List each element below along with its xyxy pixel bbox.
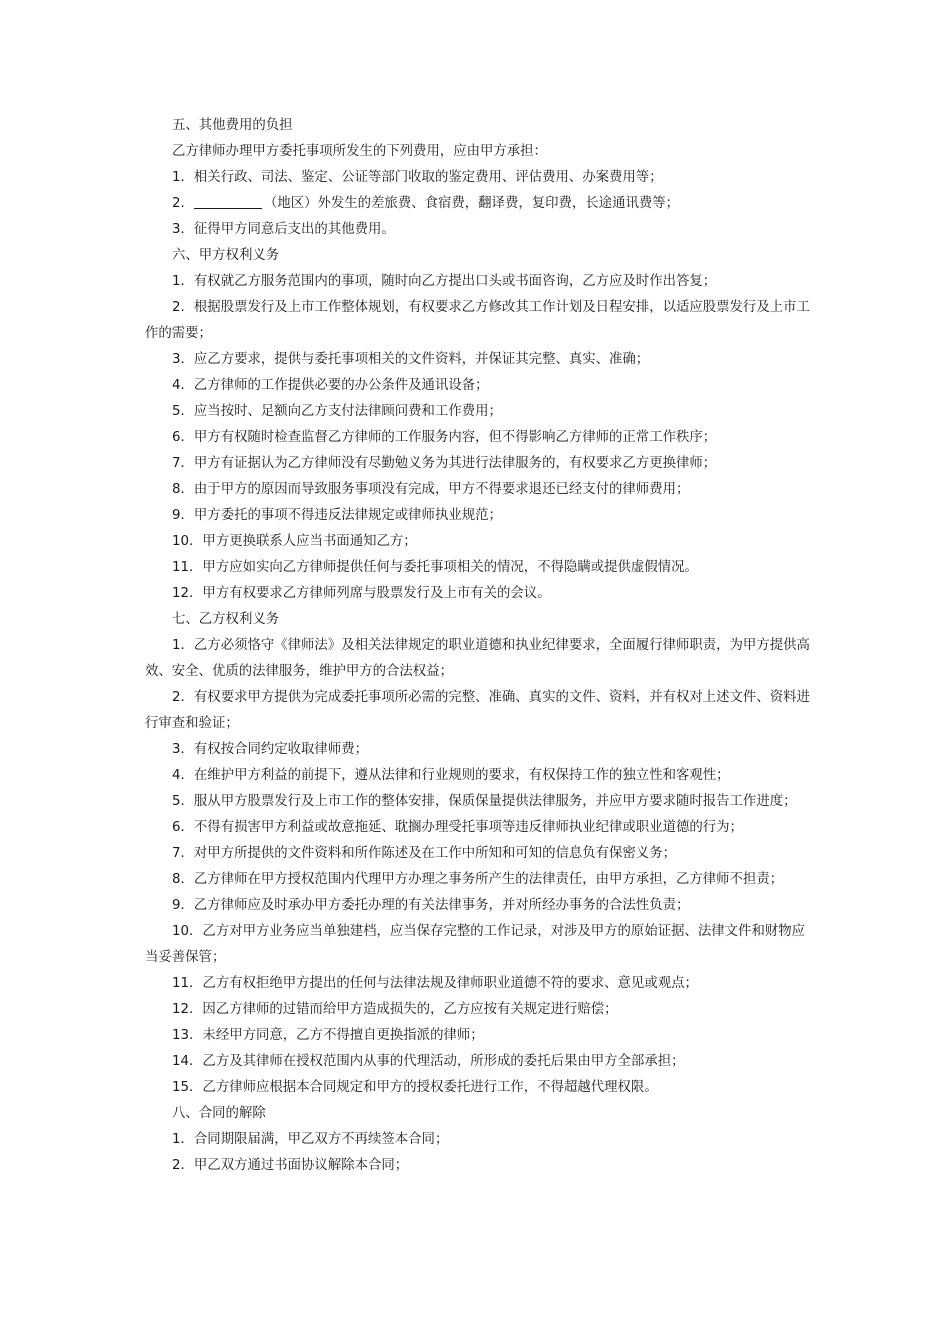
list-item: 8．乙方律师在甲方授权范围内代理甲方办理之事务所产生的法律责任，由甲方承担，乙方律师不担责； (172, 872, 784, 887)
list-item: 1．相关行政、司法、鉴定、公证等部门收取的鉴定费用、评估费用、办案费用等； (172, 170, 663, 185)
list-item-text: （地区）外发生的差旅费、食宿费，翻译费，复印费，长途通讯费等； (263, 196, 680, 211)
list-item: 8．由于甲方的原因而导致服务事项没有完成，甲方不得要求退还已经支付的律师费用； (172, 482, 690, 497)
list-item: 2．有权要求甲方提供为完成委托事项所必需的完整、准确、真实的文件、资料，并有权对上述文件、资料进行审查和验证； (145, 690, 810, 731)
list-item: 4．在维护甲方利益的前提下，遵从法律和行业规则的要求，有权保持工作的独立性和客观性； (172, 768, 730, 783)
list-item: 5．应当按时、足额向乙方支付法律顾问费和工作费用； (172, 404, 502, 419)
list-item: 6．甲方有权随时检查监督乙方律师的工作服务内容，但不得影响乙方律师的正常工作秩序； (172, 430, 717, 445)
list-item: 4．乙方律师的工作提供必要的办公条件及通讯设备； (172, 378, 489, 393)
list-item: 1．有权就乙方服务范围内的事项，随时向乙方提出口头或书面咨询，乙方应及时作出答复； (172, 274, 717, 289)
document-body (145, 113, 813, 1179)
list-item: 7．甲方有证据认为乙方律师没有尽勤勉义务为其进行法律服务的，有权要求乙方更换律师； (172, 456, 717, 471)
list-item: 6．不得有损害甲方利益或故意拖延、耽搁办理受托事项等违反律师执业纪律或职业道德的行为； (172, 820, 743, 835)
list-item: 10．甲方更换联系人应当书面通知乙方； (172, 534, 417, 549)
list-item: 9．乙方律师应及时承办甲方委托办理的有关法律事务，并对所经办事务的合法性负责； (172, 898, 690, 913)
list-item: 14．乙方及其律师在授权范围内从事的代理活动，所形成的委托后果由甲方全部承担； (172, 1054, 685, 1069)
list-item: 3．征得甲方同意后支出的其他费用。 (172, 222, 395, 237)
section-heading: 八、合同的解除 (172, 1106, 266, 1121)
list-item (145, 191, 813, 217)
list-item: 3．应乙方要求，提供与委托事项相关的文件资料，并保证其完整、真实、准确； (172, 352, 650, 367)
list-item: 11．乙方有权拒绝甲方提出的任何与法律法规及律师职业道德不符的要求、意见或观点； (172, 976, 698, 991)
list-item: 11．甲方应如实向乙方律师提供任何与委托事项相关的情况，不得隐瞒或提供虚假情况。 (172, 560, 698, 575)
section-heading: 七、乙方权利义务 (172, 612, 280, 627)
list-item: 12．甲方有权要求乙方律师列席与股票发行及上市有关的会议。 (172, 586, 551, 601)
section-heading: 六、甲方权利义务 (172, 248, 280, 263)
list-item: 15．乙方律师应根据本合同规定和甲方的授权委托进行工作，不得超越代理权限。 (172, 1080, 658, 1095)
list-number: 2． (172, 196, 194, 211)
list-item: 1．乙方必须恪守《律师法》及相关法律规定的职业道德和执业纪律要求，全面履行律师职责，为甲方提供高效、安全、优质的法律服务，维护甲方的合法权益； (145, 638, 810, 679)
list-item: 10．乙方对甲方业务应当单独建档，应当保存完整的工作记录，对涉及甲方的原始证据、法律文件和财物应当妥善保管； (145, 924, 806, 965)
section-heading: 五、其他费用的负担 (172, 118, 293, 133)
list-item: 2．甲乙双方通过书面协议解除本合同； (172, 1158, 409, 1173)
list-item: 2．根据股票发行及上市工作整体规划，有权要求乙方修改其工作计划及日程安排，以适应股票发行及上市工作的需要； (145, 300, 810, 341)
paragraph: 乙方律师办理甲方委托事项所发生的下列费用，应由甲方承担： (172, 144, 547, 159)
list-item: 1．合同期限届满，甲乙双方不再续签本合同； (172, 1132, 449, 1147)
list-item: 9．甲方委托的事项不得违反法律规定或律师执业规范； (172, 508, 502, 523)
blank-fill-line (194, 194, 262, 209)
list-item: 5．服从甲方股票发行及上市工作的整体安排，保质保量提供法律服务，并应甲方要求随时报告工作进度； (172, 794, 797, 809)
list-item: 12．因乙方律师的过错而给甲方造成损失的，乙方应按有关规定进行赔偿； (172, 1002, 618, 1017)
list-item: 7．对甲方所提供的文件资料和所作陈述及在工作中所知和可知的信息负有保密义务； (172, 846, 676, 861)
list-item: 13．未经甲方同意，乙方不得擅自更换指派的律师； (172, 1028, 484, 1043)
list-item: 3．有权按合同约定收取律师费； (172, 742, 368, 757)
